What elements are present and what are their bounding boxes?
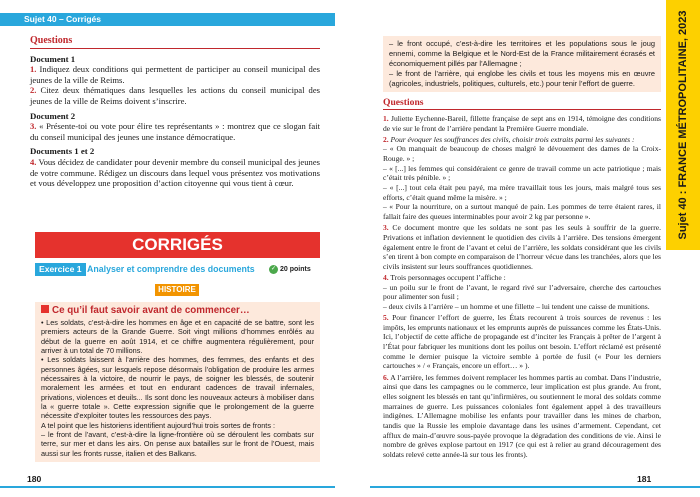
answer-4-line-2: – deux civils à l’arrière – un homme et une fillette – lui tendent une caisse de munitions. [383, 301, 650, 311]
question-1 [30, 64, 320, 85]
question-2-number: 2. [30, 85, 37, 96]
corriges-banner: CORRIGÉS [35, 232, 320, 258]
question-2-text: Citez deux thématiques dans lesquelles les actions du conseil municipal des jeunes de la ville de Reims doivent s’inscrire. [30, 85, 320, 106]
continued-box-paragraph-1: – le front occupé, c’est-à-dire les territoires et les populations sous le joug ennemi, comme la Belgique et le Nord-Est de la France militairement écrasés et économiquement pillés par l’Allemagne ; [389, 39, 655, 68]
square-bullet-icon [41, 305, 49, 313]
exercise-points: 20 points [280, 266, 311, 273]
know-box-paragraph-1: • Les soldats, c’est-à-dire les hommes en âge et en capacité de se battre, sont les premiers acteurs de la Grande Guerre. Soit vingt millions d’hommes enrôlés au début de la guerre en août 1914, et ce chiffre augmentera régulièrement, pour arriver à un total de 70 millions. [41, 318, 314, 356]
question-1-text: Indiquez deux conditions qui permettent de participer au conseil municipal des jeunes de la ville de Reims. [30, 64, 320, 85]
answer-5 [383, 313, 661, 371]
answers-heading-wrap [383, 97, 661, 113]
exercise-tag: Exercice 1 [35, 263, 86, 276]
answer-2-number: 2. [383, 134, 389, 144]
know-box-paragraph-4: – le front de l’avant, c’est-à-dire la ligne-frontière où se déroulent les combats sur terre, sur mer et dans les airs. On pense aux batailles sur le front de l’Ouest, mais aussi sur les fronts russe, italien et des Balkans. [41, 430, 314, 458]
know-before-box [35, 302, 320, 462]
question-4-number: 4. [30, 156, 37, 167]
answers-heading: Questions [383, 97, 661, 110]
side-tab-label [666, 0, 700, 250]
answer-6 [383, 373, 661, 460]
check-icon: ✓ [270, 266, 277, 272]
answer-5-number: 5. [383, 313, 389, 323]
answer-4-intro: Trois personnages occupent l’affiche : [388, 273, 506, 282]
question-2 [30, 85, 320, 106]
answer-4-line-1: – un poilu sur le front de l’avant, le regard rivé sur l’adversaire, cherche des cartouches pour alimenter son fusil ; [383, 282, 661, 302]
question-4 [30, 157, 320, 189]
know-box-paragraph-3: A tel point que les historiens identifient aujourd’hui trois sortes de fronts : [41, 420, 276, 430]
know-box-title-text: Ce qu’il faut savoir avant de commencer… [52, 305, 250, 316]
page-number-left: 180 [27, 474, 42, 484]
continued-box-paragraph-2: – le front de l’arrière, qui englobe les civils et tous les moyens mis en œuvre (agricoles, industriels, politiques, culturels, etc.) pour tenir l’effort de guerre. [389, 69, 655, 88]
answer-6-number: 6. [383, 372, 389, 382]
subject-label: HISTOIRE [155, 284, 199, 296]
know-box-paragraph-2: • Les soldats laissent à l’arrière des hommes, des femmes, des enfants et des personnes âgées, sur lesquels repose désormais l’obligation de produire les armes nécessaires à la victoire, de nourrir le pays, de soigner les blessés, de soutenir moralement les armées et tout en endurant cadences de travail infernales, privations, violences et deuils... Ils sont donc les nouveaux acteurs à mobiliser dans la « guerre totale ». Cette expression signifie que le prolongement de la guerre nécessite d’exploiter toutes les ressources des pays. [41, 355, 314, 421]
exercise-title: Analyser et comprendre des documents [87, 264, 255, 274]
answer-2 [383, 135, 661, 222]
question-3-number: 3. [30, 121, 37, 132]
doc2-title: Document 2 [30, 110, 76, 121]
bottom-bar-right [370, 486, 700, 488]
doc12-title: Documents 1 et 2 [30, 146, 95, 157]
answer-4-number: 4. [383, 273, 389, 282]
question-3 [30, 121, 320, 142]
question-3-text: « Présente-toi ou vote pour élire tes représentants » : montrez que ce slogan fait du conseil municipal des jeunes une instance démocratique. [30, 121, 320, 142]
answer-2-line-2: – « [...] les femmes qui considéraient ce genre de travail comme un acte patriotique ; mais c’était très pénible. » ; [383, 163, 661, 183]
answer-3-text: Ce document montre que les soldats ne sont pas les seuls à souffrir de la guerre. Privations et inflation deviennent le quotidien des civils à l’arrière. Des tensions émergent également entre le front de l’avant et celui de l’arrière, les soldats considérant que les civils s’en tirent à bon compte en comparaison de l’horreur vécue dans les tranchées, alors que les civils insistent sur leurs souffrances quotidiennes. [383, 223, 661, 271]
answer-2-line-3: – « [...] tout cela était peu payé, ma mère travaillait tous les jours, mais malgré tous ses efforts, c’était quand même la misère. » ; [383, 183, 661, 202]
side-tab-text: Sujet 40 : FRANCE MÉTROPOLITAINE, 2023 [677, 10, 689, 240]
questions-section [30, 36, 320, 189]
doc1-title: Document 1 [30, 53, 76, 64]
answer-3 [383, 223, 661, 271]
answer-4 [383, 273, 661, 312]
exercise-header [35, 263, 320, 276]
answer-6-text: A l’arrière, les femmes doivent remplacer les hommes partis au combat. Dans l’industrie, ainsi que dans les campagnes ou le commerce, leur implication est plus grande. Au front, elles soignent les blessés en tant qu’infirmières, ou soutiennent le moral des soldats comme marraines de guerre. Les puissances coloniales font également appel à des travailleurs indigènes. L’Allemagne mobilise les enfants pour travailler dans les mines de charbon, tandis que la Russie les emploie davantage dans les usines d’armement. Cependant, cet afflux de main-d’œuvre sous-payée provoque la dégradation des conditions de vie. Ainsi le nombre de grèves explose partout en 1917 (ce qui est à relier au grand découragement des soldats relevé cette année-là sur tous les fronts). [383, 372, 661, 459]
answer-1 [383, 114, 661, 133]
bottom-bar-left [0, 486, 335, 488]
know-box-title [41, 305, 314, 317]
answer-1-text: Juliette Eychenne-Bareil, fillette française de sept ans en 1914, témoigne des conditions de vie sur le front de l’arrière pendant la Première Guerre mondiale. [383, 114, 661, 133]
answer-5-text: Pour financer l’effort de guerre, les États recourent à trois sources de revenus : les impôts, les emprunts nationaux et les emprunts auprès de puissances comme les États-Unis. Ici, l’objectif de cette affiche de propagande est d’inciter les Français à prêter de l’argent à l’État pour fabriquer les munitions dont les poilus ont besoin. L’effort réclamé est présenté comme le dernier puisque la victoire semble à portée de fusil (« Pour les derniers cartouches » / « Français, encore un effort… » ). [383, 313, 661, 371]
answer-1-number: 1. [383, 114, 389, 123]
answer-2-line-1: – « On manquait de beaucoup de choses malgré le dévouement des dames de la Croix-Rouge. » ; [383, 144, 661, 164]
header-title: Sujet 40 – Corrigés [24, 14, 102, 24]
answer-3-number: 3. [383, 223, 389, 233]
question-4-text: Vous décidez de candidater pour devenir membre du conseil municipal des jeunes de votre commune. Rédigez un discours dans lequel vous présentez vos motivations et vous développez une proposition d’action citoyenne qui vous tient à cœur. [30, 156, 320, 189]
continued-box [383, 36, 661, 92]
answer-2-line-4: – « Pour la nourriture, on a surtout manqué de pain. Les pommes de terre étaient rares, il fallait faire des queues interminables pour avoir 2 kg par personne ». [383, 202, 661, 222]
page-number-right: 181 [637, 474, 652, 484]
answer-2-intro: Pour évoquer les souffrances des civils, choisir trois extraits parmi les suivants : [388, 134, 635, 144]
answers-section [383, 114, 661, 461]
question-1-number: 1. [30, 64, 37, 75]
questions-heading: Questions [30, 36, 320, 49]
